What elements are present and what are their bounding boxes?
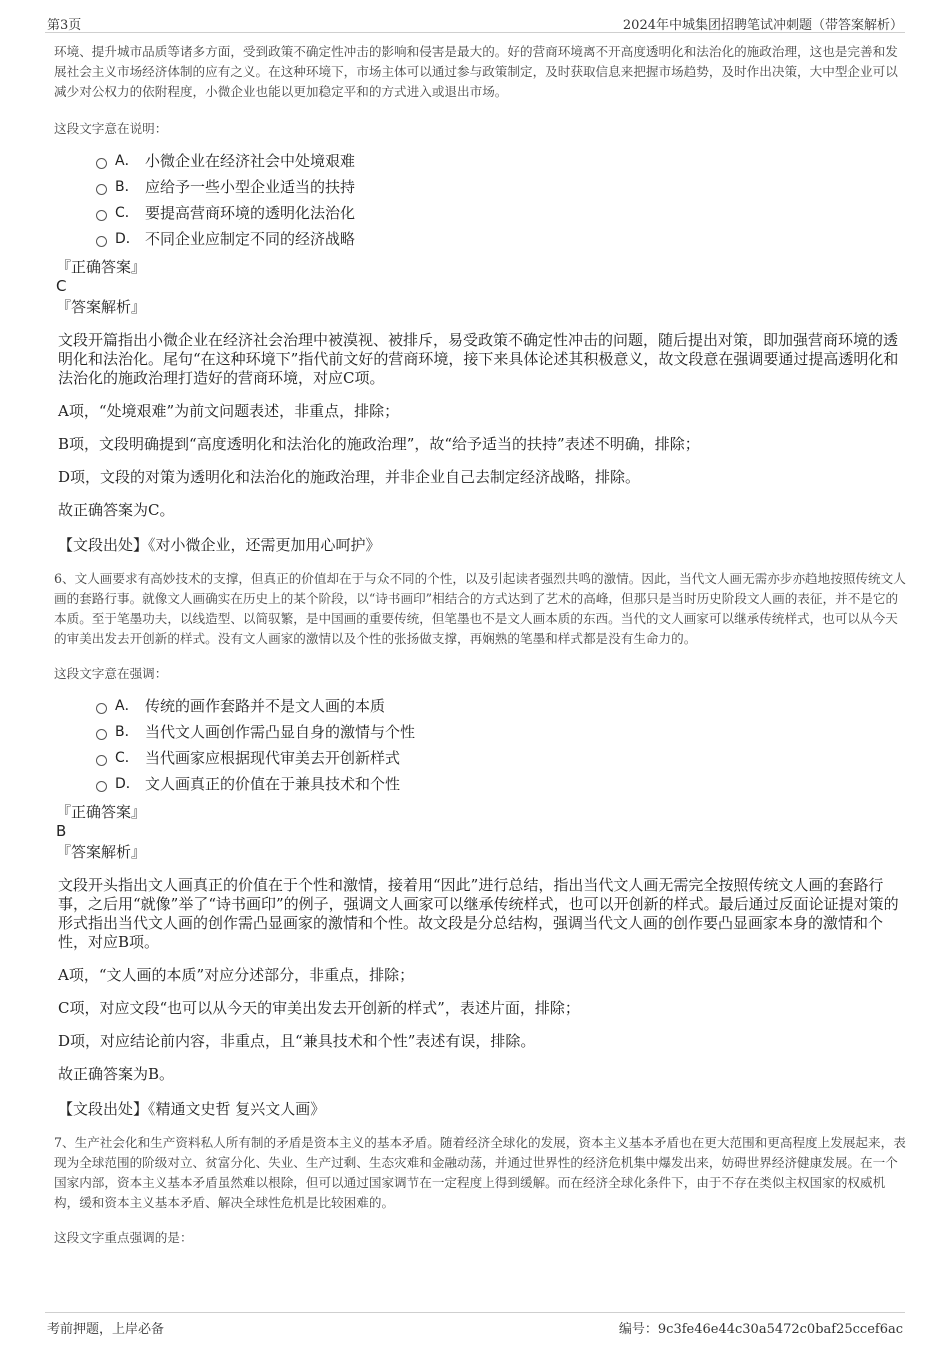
option-d[interactable] — [96, 225, 906, 251]
radio-button[interactable] — [96, 236, 107, 247]
option-text: 传统的画作套路并不是文人画的本质 — [145, 696, 386, 715]
analysis-paragraph: C项，对应文段“也可以从今天的审美出发去开创新的样式”，表述片面，排除； — [58, 999, 580, 1017]
radio-button[interactable] — [96, 210, 107, 221]
question-6 — [54, 569, 906, 1119]
radio-button[interactable] — [96, 703, 107, 714]
answer-label: 『正确答案』 — [56, 258, 147, 276]
options-list — [96, 147, 906, 251]
option-letter: A． — [115, 153, 139, 169]
analysis-paragraph: 文段开头指出文人画真正的价值在于个性和激情，接着用“因此”进行总结，指出当代文人画无需完全按照传统文人画的套路行事，之后用“就像”举了“诗书画印”的例子，强调文人画家可以继承传统样式，也可以开创新的样式。最后通过反面论证提对策的形式指出当代文人画的创作需凸显画家的激情和个性。故文段是分总结构，强调当代文人画的创作要凸显画家本身的激情和个性，对应B项。 — [58, 876, 899, 951]
option-a[interactable] — [96, 692, 906, 718]
answer-value: C — [56, 277, 67, 295]
analysis-paragraph: B项，文段明确提到“高度透明化和法治化的施政治理”，故“给予适当的扶持”表述不明确，排除； — [58, 435, 700, 453]
footer-slogan: 考前押题，上岸必备 — [47, 1322, 165, 1337]
option-letter: C． — [115, 750, 139, 766]
option-letter: D． — [115, 776, 140, 792]
option-text: 当代画家应根据现代审美去开创新样式 — [145, 748, 401, 767]
passage-source: 【文段出处】《对小微企业，还需更加用心呵护》 — [58, 536, 381, 554]
option-letter: C． — [115, 205, 139, 221]
answer-label: 『正确答案』 — [56, 803, 147, 821]
radio-button[interactable] — [96, 781, 107, 792]
option-a[interactable] — [96, 147, 906, 173]
option-text: 应给予一些小型企业适当的扶持 — [145, 177, 356, 196]
radio-button[interactable] — [96, 158, 107, 169]
option-letter: B． — [115, 179, 139, 195]
option-text: 当代文人画创作需凸显自身的激情与个性 — [145, 722, 416, 741]
document-id: 编号：9c3fe46e44c30a5472c0baf25ccef6ac — [618, 1322, 903, 1337]
options-list — [96, 692, 906, 796]
analysis-paragraph: 故正确答案为B。 — [58, 1065, 175, 1083]
analysis-paragraph: 故正确答案为C。 — [58, 501, 175, 519]
question-prompt: 这段文字意在说明： — [54, 121, 168, 136]
radio-button[interactable] — [96, 184, 107, 195]
question-7 — [54, 1133, 906, 1246]
radio-button[interactable] — [96, 755, 107, 766]
option-letter: D． — [115, 231, 140, 247]
answer-value: B — [56, 822, 67, 840]
option-text: 不同企业应制定不同的经济战略 — [145, 229, 356, 248]
option-letter: A． — [115, 698, 139, 714]
page-number: 第3页 — [47, 18, 82, 33]
passage-source: 【文段出处】《精通文史哲 复兴文人画》 — [58, 1100, 326, 1118]
option-text: 小微企业在经济社会中处境艰难 — [145, 151, 356, 170]
analysis-label: 『答案解析』 — [56, 298, 147, 316]
analysis-text — [58, 331, 906, 520]
analysis-paragraph: 文段开篇指出小微企业在经济社会治理中被漠视、被排斥，易受政策不确定性冲击的问题，随后提出对策，即加强营商环境的透明化和法治化。尾句“在这种环境下”指代前文好的营商环境，接下来具体论述其积极意义，故文段意在强调要通过提高透明化和法治化的施政治理打造好的营商环境，对应C项。 — [58, 331, 899, 387]
radio-button[interactable] — [96, 729, 107, 740]
question-5 — [54, 42, 906, 555]
page-content — [54, 42, 906, 1256]
analysis-paragraph: D项，文段的对策为透明化和法治化的施政治理，并非企业自己去制定经济战略，排除。 — [58, 468, 641, 486]
question-prompt: 这段文字意在强调： — [54, 666, 168, 681]
page-footer — [45, 1312, 905, 1339]
option-d[interactable] — [96, 770, 906, 796]
question-prompt: 这段文字重点强调的是： — [54, 1230, 193, 1245]
analysis-paragraph: A项，“文人画的本质”对应分述部分，非重点，排除； — [58, 966, 415, 984]
option-c[interactable] — [96, 744, 906, 770]
question-passage: 6、文人画要求有高妙技术的支撑，但真正的价值却在于与众不同的个性，以及引起读者强烈共鸣的激情。因此，当代文人画无需亦步亦趋地按照传统文人画的套路行事。就像文人画确实在历史上的某个阶段，以“诗书画印”相结合的方式达到了艺术的高峰，但那只是当时历史阶段文人画的表征，并不是它的本质。至于笔墨功夫，以线造型、以简驭繁，是中国画的重要传统，但笔墨也不是文人画本质的东西。当代的文人画家可以继承传统样式，也可以从今天的审美出发去开创新的样式。没有文人画家的激情以及个性的张扬做支撑，再娴熟的笔墨和样式都是没有生命力的。 — [54, 571, 906, 646]
document-title: 2024年中城集团招聘笔试冲刺题（带答案解析） — [622, 18, 903, 33]
option-text: 文人画真正的价值在于兼具技术和个性 — [145, 774, 401, 793]
analysis-paragraph: D项，对应结论前内容，非重点，且“兼具技术和个性”表述有误，排除。 — [58, 1032, 536, 1050]
option-c[interactable] — [96, 199, 906, 225]
option-text: 要提高营商环境的透明化法治化 — [145, 203, 356, 222]
option-letter: B． — [115, 724, 139, 740]
analysis-text — [58, 876, 906, 1084]
analysis-paragraph: A项，“处境艰难”为前文问题表述，非重点，排除； — [58, 402, 400, 420]
option-b[interactable] — [96, 718, 906, 744]
page-header — [45, 10, 905, 33]
analysis-label: 『答案解析』 — [56, 843, 147, 861]
question-passage: 环境、提升城市品质等诸多方面，受到政策不确定性冲击的影响和侵害是最大的。好的营商环境离不开高度透明化和法治化的施政治理，这也是完善和发展社会主义市场经济体制的应有之义。在这种环境下，市场主体可以通过参与政策制定，及时获取信息来把握市场趋势，及时作出决策，大中型企业可以减少对公权力的依附程度，小微企业也能以更加稳定平和的方式进入或退出市场。 — [54, 44, 898, 99]
question-passage: 7、生产社会化和生产资料私人所有制的矛盾是资本主义的基本矛盾。随着经济全球化的发展，资本主义基本矛盾也在更大范围和更高程度上发展起来，表现为全球范围的阶级对立、贫富分化、失业、生产过剩、生态灾难和金融动荡，并通过世界性的经济危机集中爆发出来，妨碍世界经济健康发展。在一个国家内部，资本主义基本矛盾虽然难以根除，但可以通过国家调节在一定程度上得到缓解。而在经济全球化条件下，由于不存在类似主权国家的权威机构，缓和资本主义基本矛盾、解决全球性危机是比较困难的。 — [54, 1135, 906, 1210]
option-b[interactable] — [96, 173, 906, 199]
